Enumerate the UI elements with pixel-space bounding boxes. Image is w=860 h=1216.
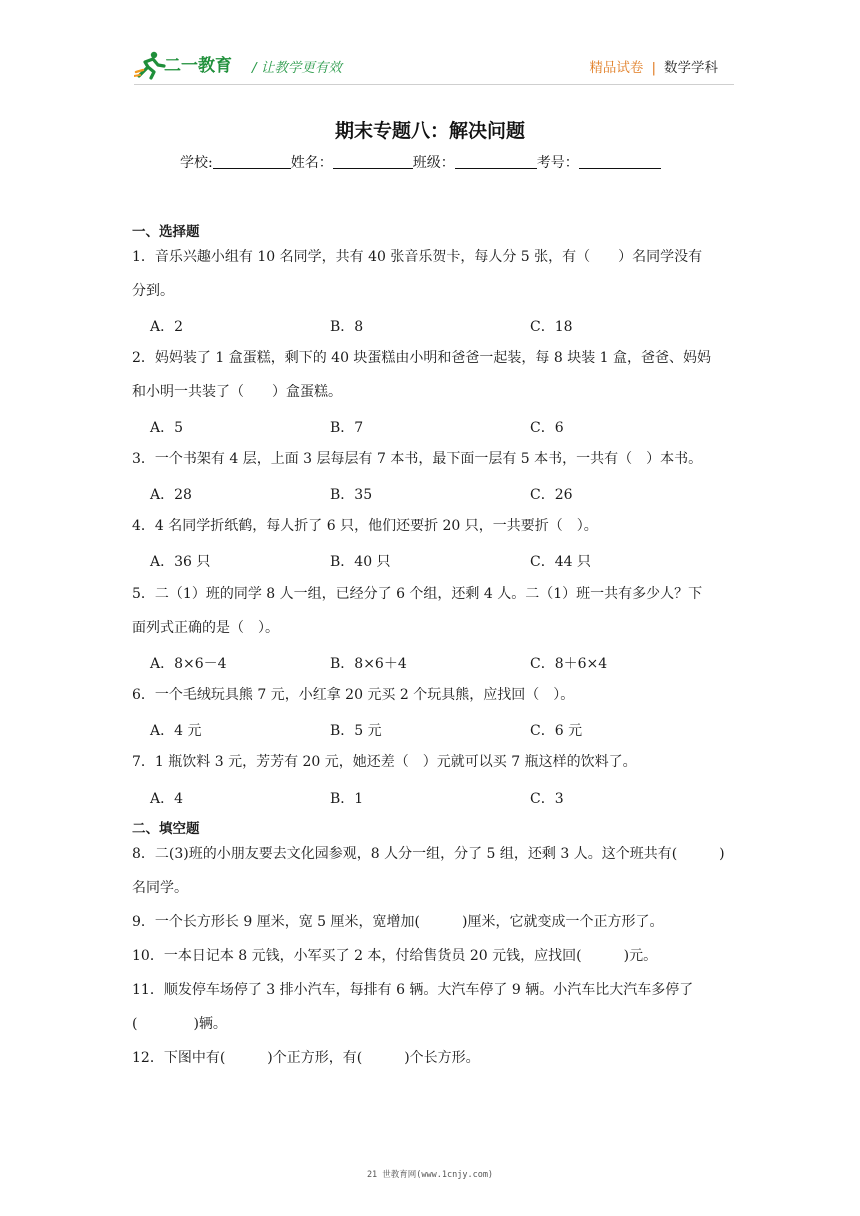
question-text: 4．4 名同学折纸鹤，每人折了 6 只，他们还要折 20 只，一共要折（ ）。 — [132, 518, 598, 534]
option-a[interactable]: A．8×6－4 — [150, 656, 227, 672]
option-b[interactable]: B．1 — [330, 791, 364, 807]
option-a[interactable]: A．36 只 — [150, 554, 211, 570]
question-text: 7．1 瓶饮料 3 元，芳芳有 20 元，她还差（ ）元就可以买 7 瓶这样的饮料了。 — [132, 754, 637, 770]
header-separator: | — [651, 60, 656, 76]
page-footer: 21 世教育网(www.1cnjy.com) — [366, 1170, 494, 1180]
question-8 — [132, 837, 732, 905]
question-text: 9．一个长方形长 9 厘米，宽 5 厘米，宽增加( )厘米，它就变成一个正方形了。 — [132, 914, 664, 930]
class-blank[interactable] — [455, 154, 537, 169]
question-text-cont: 分到。 — [132, 283, 174, 299]
question-3 — [132, 442, 732, 476]
option-c[interactable]: C．18 — [530, 319, 573, 335]
header-tag-primary: 精品试卷 — [589, 60, 644, 76]
option-a[interactable]: A．4 — [150, 791, 184, 807]
page-header — [134, 44, 734, 84]
option-b[interactable]: B．35 — [330, 487, 373, 503]
question-11 — [132, 973, 732, 1041]
question-2 — [132, 341, 732, 409]
header-divider — [134, 84, 734, 85]
page-title: 期末专题八：解决问题 — [334, 120, 525, 142]
option-c[interactable]: C．8＋6×4 — [530, 656, 608, 672]
option-a[interactable]: A．28 — [150, 487, 192, 503]
option-c[interactable]: C．6 — [530, 420, 564, 436]
option-b[interactable]: B．8 — [330, 319, 364, 335]
question-text: 3．一个书架有 4 层，上面 3 层每层有 7 本书，最下面一层有 5 本书，一共有（ ）本书。 — [132, 451, 703, 467]
question-text: 5．二（1）班的同学 8 人一组，已经分了 6 个组，还剩 4 人。二（1）班一共有多少人？下 — [132, 586, 703, 602]
school-blank[interactable] — [213, 154, 291, 169]
question-text-cont: ( )辆。 — [132, 1016, 227, 1032]
question-text-cont: 和小明一共装了（ ）盒蛋糕。 — [132, 384, 342, 400]
question-text: 12．下图中有( )个正方形，有( )个长方形。 — [132, 1050, 480, 1066]
option-c[interactable]: C．26 — [530, 487, 573, 503]
name-blank[interactable] — [333, 154, 413, 169]
option-c[interactable]: C．6 元 — [530, 723, 583, 739]
question-7 — [132, 745, 732, 779]
option-c[interactable]: C．44 只 — [530, 554, 591, 570]
question-text: 10．一本日记本 8 元钱，小军买了 2 本，付给售货员 20 元钱，应找回( )元。 — [132, 948, 658, 964]
exam-no-blank[interactable] — [579, 154, 661, 169]
question-text: 11．顺发停车场停了 3 排小汽车，每排有 6 辆。大汽车停了 9 辆。小汽车比大汽车多停了 — [132, 982, 694, 998]
slogan: / 让教学更有效 — [252, 60, 342, 76]
option-b[interactable]: B．7 — [330, 420, 364, 436]
question-10 — [132, 939, 732, 973]
option-a[interactable]: A．2 — [150, 319, 184, 335]
exam-no-label: 考号： — [536, 155, 579, 171]
question-1 — [132, 240, 732, 308]
question-text: 2．妈妈装了 1 盒蛋糕，剩下的 40 块蛋糕由小明和爸爸一起装，每 8 块装 1 盒，爸爸、妈妈 — [132, 350, 712, 366]
question-text-cont: 名同学。 — [132, 880, 188, 896]
section-heading-choice: 一、选择题 — [132, 224, 200, 240]
option-a[interactable]: A．4 元 — [150, 723, 202, 739]
option-a[interactable]: A．5 — [150, 420, 184, 436]
option-b[interactable]: B．5 元 — [330, 723, 382, 739]
question-text-cont: 面列式正确的是（ ）。 — [132, 620, 279, 636]
class-label: 班级： — [412, 155, 455, 171]
question-12 — [132, 1041, 732, 1075]
logo-text: 二一教育 — [164, 56, 232, 76]
student-info-line — [180, 152, 661, 172]
option-c[interactable]: C．3 — [530, 791, 564, 807]
header-right — [589, 56, 718, 76]
question-text: 6．一个毛绒玩具熊 7 元，小红拿 20 元买 2 个玩具熊，应找回（ ）。 — [132, 687, 575, 703]
question-9 — [132, 905, 732, 939]
question-text: 8．二(3)班的小朋友要去文化园参观，8 人分一组，分了 5 组，还剩 3 人。这个班共有( ) — [132, 846, 725, 862]
option-b[interactable]: B．8×6＋4 — [330, 656, 407, 672]
section-heading-fill: 二、填空题 — [132, 821, 200, 837]
option-b[interactable]: B．40 只 — [330, 554, 391, 570]
question-6 — [132, 678, 732, 712]
question-4 — [132, 509, 732, 543]
school-label: 学校: — [180, 155, 213, 171]
question-text: 1．音乐兴趣小组有 10 名同学，共有 40 张音乐贺卡，每人分 5 张，有（ ）名同学没有 — [132, 249, 703, 265]
header-tag-secondary: 数学学科 — [664, 60, 718, 76]
question-5 — [132, 577, 732, 645]
name-label: 姓名： — [290, 155, 333, 171]
